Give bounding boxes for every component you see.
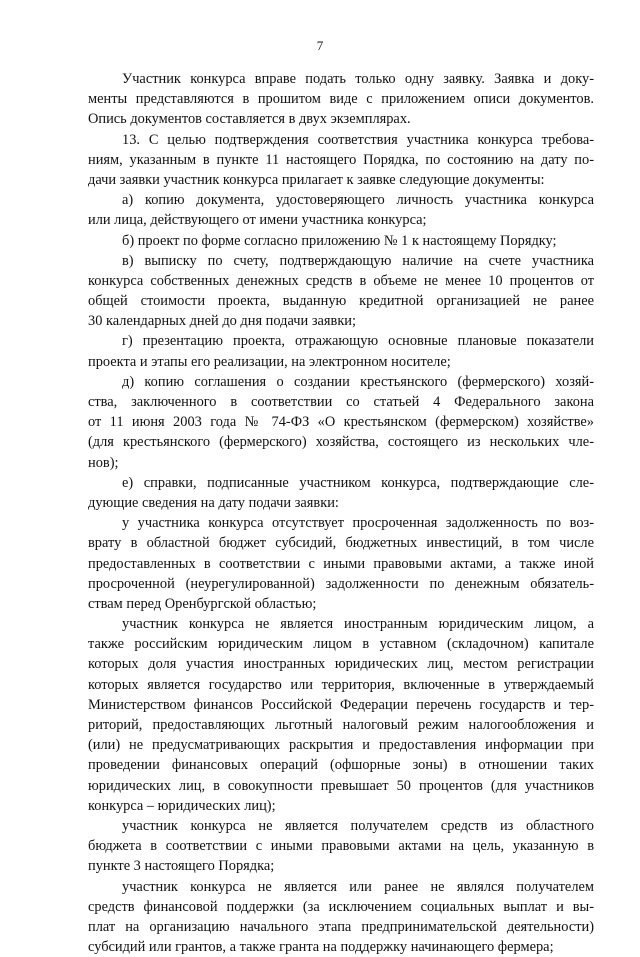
text-line: общей стоимости проекта, выданную кредитной организацией не ранее bbox=[88, 293, 594, 310]
text-line: проведении финансовых операций (офшорные зоны) в отношении таких bbox=[88, 757, 594, 774]
text-line: которых является государство или территория, включенные в утверждаемый bbox=[88, 676, 594, 693]
text-line: ниям, указанным в пункте 11 настоящего Порядка, по состоянию на дату по- bbox=[88, 151, 594, 168]
text-line: участник конкурса не является иностранным юридическим лицом, а bbox=[122, 616, 594, 633]
text-line: предоставленных в соответствии с иными правовыми актами, а также иной bbox=[88, 555, 594, 572]
text-line: врату в областной бюджет субсидий, бюджетных инвестиций, в том числе bbox=[88, 535, 594, 552]
text-line: ствам перед Оренбургской областью; bbox=[88, 595, 317, 612]
text-line: 30 календарных дней до дня подачи заявки; bbox=[88, 313, 357, 330]
text-line: бюджета в соответствии с иными правовыми актами на цель, указанную в bbox=[88, 838, 594, 855]
text-line: 13. С целью подтверждения соответствия участника конкурса требова- bbox=[122, 131, 594, 148]
text-line: нов); bbox=[88, 454, 119, 471]
text-line: юридических лиц, в совокупности превышает 50 процентов (для участников bbox=[88, 777, 594, 794]
text-line: д) копию соглашения о создании крестьянского (фермерского) хозяй- bbox=[122, 373, 594, 390]
page-number: 7 bbox=[316, 38, 324, 53]
text-line: (или) не предусматривающих раскрытия и предоставления информации при bbox=[88, 737, 594, 754]
text-line: у участника конкурса отсутствует просроченная задолженность по воз- bbox=[122, 515, 594, 532]
text-line: риторий, предоставляющих льготный налоговый режим налогообложения и bbox=[88, 717, 594, 733]
text-line: г) презентацию проекта, отражающую основные плановые показатели bbox=[122, 333, 594, 350]
text-line: б) проект по форме согласно приложению № 1 к настоящему Порядку; bbox=[122, 232, 557, 249]
text-line: менты представляются в прошитом виде с приложением описи документов. bbox=[88, 91, 594, 108]
text-line: плат на организацию начального этапа предпринимательской деятельности) bbox=[88, 918, 594, 935]
text-line: конкурса собственных денежных средств в объеме не менее 10 процентов от bbox=[88, 272, 594, 289]
document-body bbox=[88, 69, 594, 957]
text-line: проекта и этапы его реализации, на электронном носителе; bbox=[88, 353, 451, 370]
text-line: также российским юридическим лицом в уставном (складочном) капитале bbox=[88, 636, 594, 653]
text-line: которых доля участия иностранных юридических лиц, местом регистрации bbox=[88, 656, 594, 673]
text-line: средств финансовой поддержки (за исключением социальных выплат и вы- bbox=[88, 898, 594, 915]
text-line: пункте 3 настоящего Порядка; bbox=[88, 858, 275, 875]
text-line: просроченной (неурегулированной) задолженности по денежным обязатель- bbox=[88, 575, 594, 592]
text-line: субсидий или грантов, а также гранта на поддержку начинающего фермера; bbox=[88, 939, 554, 956]
text-line: дачи заявки участник конкурса прилагает к заявке следующие документы: bbox=[88, 171, 545, 188]
text-line: дующие сведения на дату подачи заявки: bbox=[88, 494, 339, 511]
text-line: конкурса – юридических лиц); bbox=[88, 797, 276, 814]
text-line: или лица, действующего от имени участника конкурса; bbox=[88, 212, 427, 229]
text-line: Опись документов составляется в двух экземплярах. bbox=[88, 111, 411, 128]
text-line: а) копию документа, удостоверяющего личность участника конкурса bbox=[122, 192, 594, 209]
text-line: от 11 июня 2003 года № 74-ФЗ «О крестьянском (фермерском) хозяйстве» bbox=[88, 414, 594, 431]
text-line: (для крестьянского (фермерского) хозяйства, состоящего из нескольких чле- bbox=[88, 434, 594, 451]
text-line: ства, заключенного в соответствии со статьей 4 Федерального закона bbox=[88, 394, 594, 410]
text-line: Участник конкурса вправе подать только одну заявку. Заявка и доку- bbox=[122, 71, 594, 87]
text-line: в) выписку по счету, подтверждающую наличие на счете участника bbox=[122, 252, 594, 269]
text-line: е) справки, подписанные участником конкурса, подтверждающие сле- bbox=[122, 474, 594, 491]
text-line: участник конкурса не является получателем средств из областного bbox=[122, 817, 594, 834]
text-line: участник конкурса не является или ранее не являлся получателем bbox=[122, 878, 594, 895]
text-line: Министерством финансов Российской Федерации перечень государств и тер- bbox=[88, 696, 594, 713]
